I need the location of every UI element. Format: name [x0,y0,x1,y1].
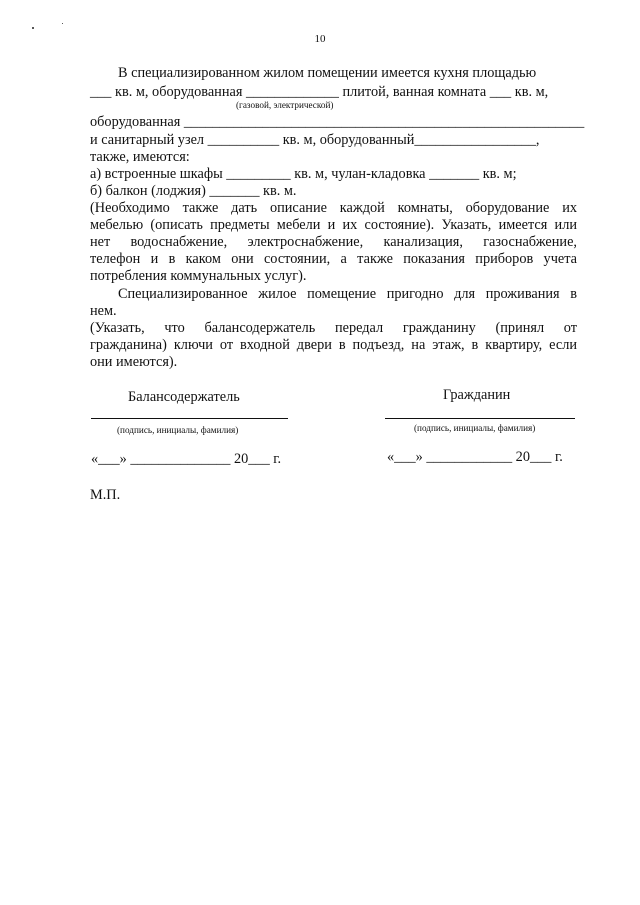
para2-line: Специализированное жилое помещение пригодно для проживания в [118,286,577,302]
citizen-title: Гражданин [443,387,511,403]
note1-line: потребления коммунальных услуг). [90,268,307,284]
stamp-place: М.П. [90,487,121,503]
date-left: «___» ______________ 20___ г. [91,451,282,467]
signature-line-right [385,418,575,419]
para1-line6: а) встроенные шкафы _________ кв. м, чулан-кладовка _______ кв. м; [90,166,517,182]
signature-line-left [91,418,288,419]
note1-line: нет водоснабжение, электроснабжение, канализация, газоснабжение, [90,234,577,250]
scan-speck [62,23,63,24]
note1-line: телефон и в каком они состоянии, а также показания приборов учета [90,251,577,267]
note2-line: (Указать, что балансодержатель передал гражданину (принял от [90,320,577,336]
para1-line2: ___ кв. м, оборудованная _____________ плитой, ванная комната ___ кв. м, [90,84,549,100]
scan-speck [32,27,34,29]
para1-line1: В специализированном жилом помещении имеется кухня площадью [118,65,537,81]
para1-line4: и санитарный узел __________ кв. м, оборудованный_________________, [90,132,540,148]
note1-line: мебелью (описать предметы мебели и их состояние). Указать, имеется или [90,217,577,233]
para2-line: нем. [90,303,117,319]
stove-type-hint: (газовой, электрической) [236,100,334,110]
page-number: 10 [314,33,326,45]
signature-caption-right: (подпись, инициалы, фамилия) [414,423,536,433]
para1-line3: оборудованная ________________________________________________________ [90,114,585,130]
signature-caption-left: (подпись, инициалы, фамилия) [117,425,239,435]
note2-line: гражданина) ключи от входной двери в подъезд, на этаж, в квартиру, если [90,337,577,353]
balance-holder-title: Балансодержатель [128,389,240,405]
para1-line5: также, имеются: [90,149,190,165]
para1-line7: б) балкон (лоджия) _______ кв. м. [90,183,297,199]
date-right: «___» ____________ 20___ г. [387,449,563,465]
note2-line: они имеются). [90,354,178,370]
note1-line: (Необходимо также дать описание каждой комнаты, оборудование их [90,200,577,216]
